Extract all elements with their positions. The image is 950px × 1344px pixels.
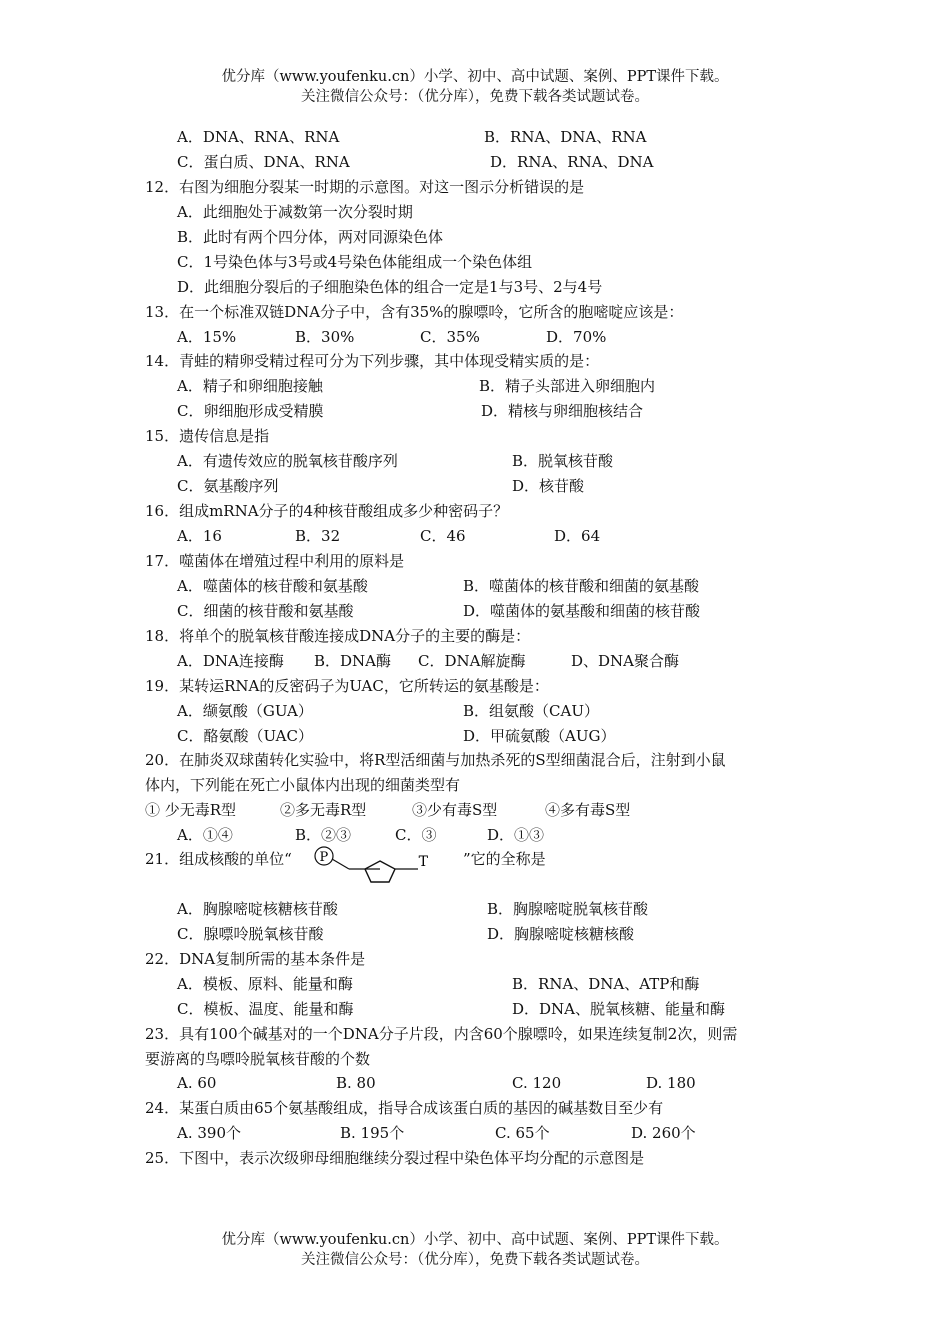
q20-option-d: D．①③ xyxy=(487,826,545,844)
q20-item-2: ②多无毒R型 xyxy=(280,801,367,819)
q20-item-4: ④多有毒S型 xyxy=(545,801,631,819)
q18-option-d: D、DNA聚合酶 xyxy=(571,652,680,670)
pentose-ring xyxy=(365,861,395,882)
q17-option-b: B．噬菌体的核苷酸和细菌的氨基酸 xyxy=(463,577,700,595)
q25-stem: 25．下图中，表示次级卵母细胞继续分裂过程中染色体平均分配的示意图是 xyxy=(145,1149,645,1167)
q13-option-a: A．15% xyxy=(177,328,237,346)
q24-option-d: D. 260个 xyxy=(631,1124,696,1142)
q24-option-c: C. 65个 xyxy=(495,1124,550,1142)
q23-option-c: C. 120 xyxy=(512,1074,562,1092)
q20-option-a: A．①④ xyxy=(177,826,233,844)
q19-option-b: B．组氨酸（CAU） xyxy=(463,702,599,720)
q23-stem-line-1: 23．具有100个碱基对的一个DNA分子片段，内含60个腺嘌呤，如果连续复制2次，则需 xyxy=(145,1025,738,1043)
phosphate-bond xyxy=(332,859,349,869)
q13-option-d: D．70% xyxy=(546,328,607,346)
q21-stem-suffix: ”它的全称是 xyxy=(463,850,546,868)
q20-stem-line-1: 20．在肺炎双球菌转化实验中，将R型活细菌与加热杀死的S型细菌混合后，注射到小鼠 xyxy=(145,751,726,769)
q16-option-b: B．32 xyxy=(295,527,341,545)
q18-option-c: C．DNA解旋酶 xyxy=(418,652,526,670)
q23-stem-line-2: 要游离的鸟嘌呤脱氧核苷酸的个数 xyxy=(145,1050,371,1068)
q17-option-d: D．噬菌体的氨基酸和细菌的核苷酸 xyxy=(463,602,701,620)
q16-option-a: A．16 xyxy=(177,527,222,545)
q21-option-c: C．腺嘌呤脱氧核苷酸 xyxy=(177,925,324,943)
q19-option-c: C．酪氨酸（UAC） xyxy=(177,727,313,745)
q12-option-d: D．此细胞分裂后的子细胞染色体的组合一定是1与3号、2与4号 xyxy=(177,278,603,296)
q20-option-b: B．②③ xyxy=(295,826,352,844)
q16-option-d: D．64 xyxy=(554,527,601,545)
q16-option-c: C．46 xyxy=(420,527,466,545)
q11-option-b: B．RNA、DNA、RNA xyxy=(484,128,647,146)
q20-item-1: ① 少无毒R型 xyxy=(145,801,237,819)
q13-option-b: B．30% xyxy=(295,328,355,346)
header-line-2: 关注微信公众号：（优分库），免费下载各类试题试卷。 xyxy=(301,89,649,105)
q23-option-d: D. 180 xyxy=(646,1074,696,1092)
q21-option-b: B．胸腺嘧啶脱氧核苷酸 xyxy=(487,900,649,918)
q13-option-c: C．35% xyxy=(420,328,480,346)
q22-option-c: C．模板、温度、能量和酶 xyxy=(177,1000,354,1018)
q14-option-a: A．精子和卵细胞接触 xyxy=(177,377,323,395)
q15-option-a: A．有遗传效应的脱氧核苷酸序列 xyxy=(177,452,398,470)
q12-option-c: C．1号染色体与3号或4号染色体能组成一个染色体组 xyxy=(177,253,533,271)
q23-option-b: B. 80 xyxy=(336,1074,376,1092)
q23-option-a: A. 60 xyxy=(177,1074,217,1092)
q20-stem-line-2: 体内，下列能在死亡小鼠体内出现的细菌类型有 xyxy=(145,776,461,794)
q19-option-d: D．甲硫氨酸（AUG） xyxy=(463,727,616,745)
q20-item-3: ③少有毒S型 xyxy=(412,801,498,819)
nucleotide-diagram xyxy=(310,845,430,887)
phosphate-label: P xyxy=(319,850,329,865)
q15-option-c: C．氨基酸序列 xyxy=(177,477,279,495)
q22-option-b: B．RNA、DNA、ATP和酶 xyxy=(512,975,700,993)
q21-option-a: A．胸腺嘧啶核糖核苷酸 xyxy=(177,900,338,918)
q15-stem: 15．遗传信息是指 xyxy=(145,427,270,445)
q21-stem-prefix: 21．组成核酸的单位“ xyxy=(145,850,292,868)
q24-option-a: A. 390个 xyxy=(177,1124,241,1142)
q12-stem: 12．右图为细胞分裂某一时期的示意图。对这一图示分析错误的是 xyxy=(145,178,585,196)
q14-stem: 14．青蛙的精卵受精过程可分为下列步骤，其中体现受精实质的是： xyxy=(145,352,600,370)
q18-option-a: A．DNA连接酶 xyxy=(177,652,284,670)
q24-stem: 24．某蛋白质由65个氨基酸组成，指导合成该蛋白质的基因的碱基数目至少有 xyxy=(145,1099,664,1117)
header-line-1: 优分库（www.youfenku.cn）小学、初中、高中试题、案例、PPT课件下载。 xyxy=(221,69,729,85)
q17-option-a: A．噬菌体的核苷酸和氨基酸 xyxy=(177,577,368,595)
footer-line-2: 关注微信公众号：（优分库），免费下载各类试题试卷。 xyxy=(301,1252,649,1268)
q21-option-d: D．胸腺嘧啶核糖核酸 xyxy=(487,925,635,943)
q19-option-a: A．缬氨酸（GUA） xyxy=(177,702,313,720)
q13-stem: 13．在一个标准双链DNA分子中，含有35%的腺嘌呤，它所含的胞嘧啶应该是： xyxy=(145,303,684,321)
q24-option-b: B. 195个 xyxy=(340,1124,405,1142)
q12-option-b: B．此时有两个四分体，两对同源染色体 xyxy=(177,228,444,246)
q19-stem: 19．某转运RNA的反密码子为UAC，它所转运的氨基酸是： xyxy=(145,677,549,695)
q17-stem: 17．噬菌体在增殖过程中利用的原料是 xyxy=(145,552,405,570)
q14-option-b: B．精子头部进入卵细胞内 xyxy=(479,377,656,395)
q17-option-c: C．细菌的核苷酸和氨基酸 xyxy=(177,602,354,620)
q22-stem: 22．DNA复制所需的基本条件是 xyxy=(145,950,366,968)
q12-option-a: A．此细胞处于减数第一次分裂时期 xyxy=(177,203,413,221)
base-label: T xyxy=(418,854,428,870)
q18-stem: 18．将单个的脱氧核苷酸连接成DNA分子的主要的酶是： xyxy=(145,627,531,645)
q14-option-d: D．精核与卵细胞核结合 xyxy=(481,402,644,420)
q22-option-a: A．模板、原料、能量和酶 xyxy=(177,975,353,993)
q11-option-d: D．RNA、RNA、DNA xyxy=(490,153,654,171)
q15-option-d: D．核苷酸 xyxy=(512,477,585,495)
q15-option-b: B．脱氧核苷酸 xyxy=(512,452,614,470)
q11-option-a: A．DNA、RNA、RNA xyxy=(177,128,340,146)
q22-option-d: D．DNA、脱氧核糖、能量和酶 xyxy=(512,1000,726,1018)
q16-stem: 16．组成mRNA分子的4种核苷酸组成多少种密码子？ xyxy=(145,502,509,520)
q11-option-c: C．蛋白质、DNA、RNA xyxy=(177,153,350,171)
q18-option-b: B．DNA酶 xyxy=(314,652,392,670)
q20-option-c: C．③ xyxy=(395,826,437,844)
q14-option-c: C．卵细胞形成受精膜 xyxy=(177,402,324,420)
footer-line-1: 优分库（www.youfenku.cn）小学、初中、高中试题、案例、PPT课件下载。 xyxy=(221,1232,729,1248)
